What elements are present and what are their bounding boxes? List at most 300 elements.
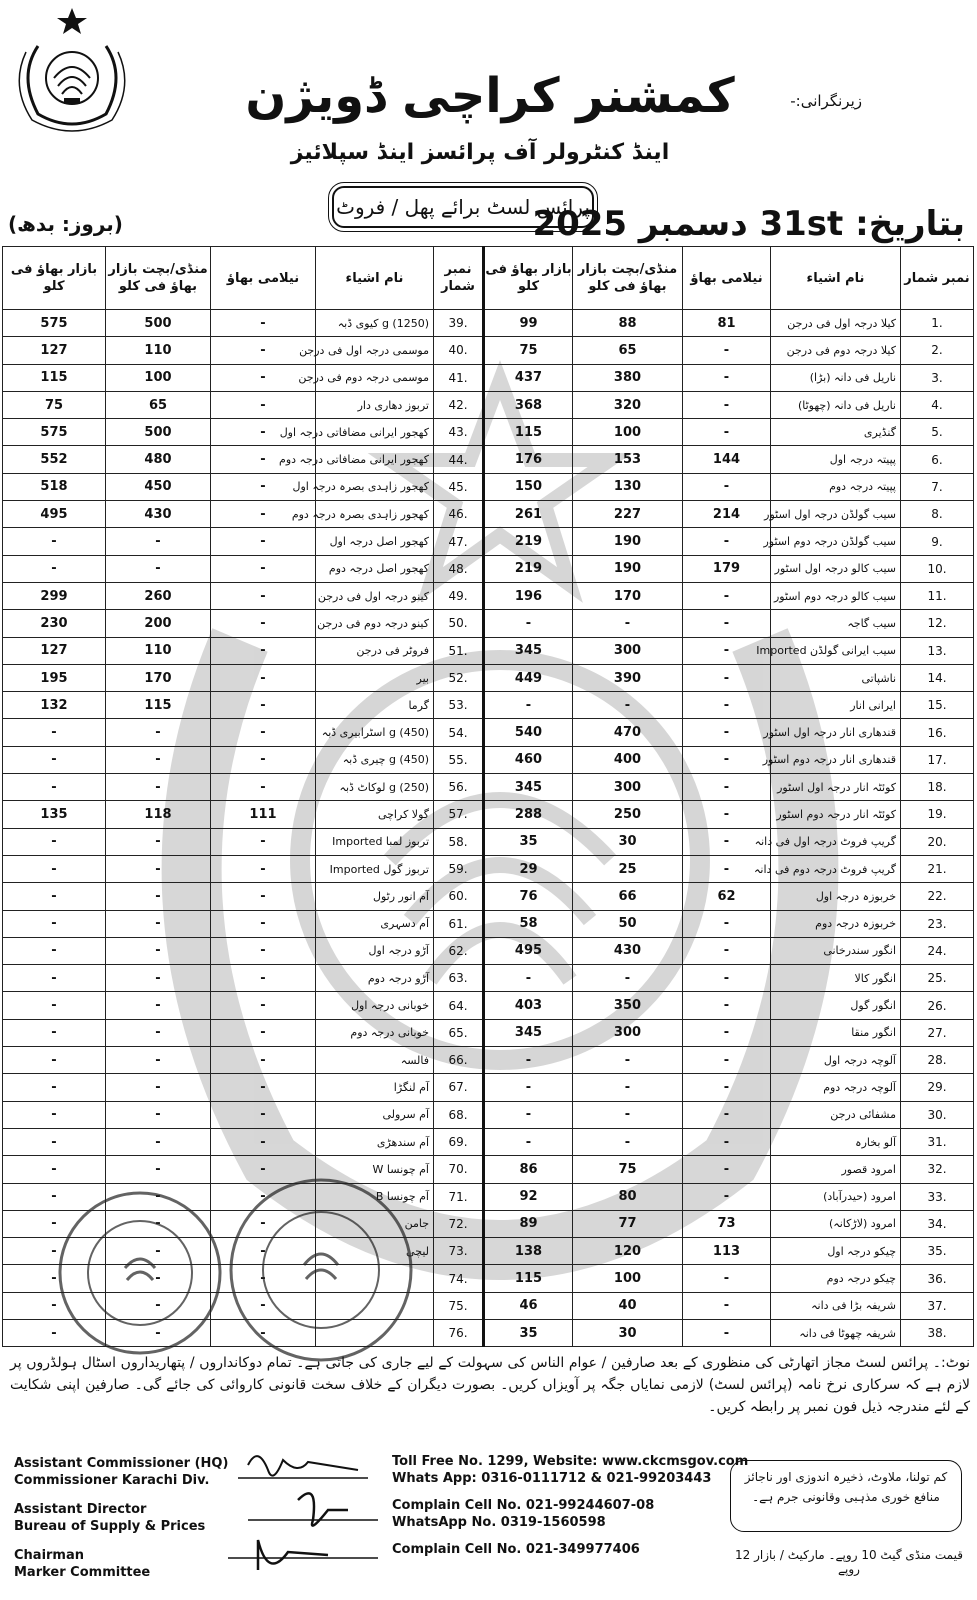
cell-bazar: - bbox=[3, 1292, 106, 1319]
cell-mandi: - bbox=[106, 528, 211, 555]
ac-hq-title: Assistant Commissioner (HQ) bbox=[14, 1456, 229, 1471]
cell-serial: 28. bbox=[901, 1047, 974, 1074]
cell-item-name: گرما bbox=[316, 692, 434, 719]
cell-mandi: 480 bbox=[106, 446, 211, 473]
col-auction-left: نیلامی بھاؤ bbox=[211, 247, 316, 310]
cell-serial: 14. bbox=[901, 664, 974, 691]
cell-bazar: - bbox=[3, 1156, 106, 1183]
page-title: کمشنر کراچی ڈویژن bbox=[245, 68, 735, 124]
cell-mandi: - bbox=[106, 1156, 211, 1183]
cell-serial: 66. bbox=[434, 1047, 484, 1074]
cell-item-name: چیکو درجہ اول bbox=[771, 1238, 901, 1265]
cell-bazar: - bbox=[484, 692, 573, 719]
cell-bazar: 495 bbox=[3, 501, 106, 528]
cell-item-name: ناشپاتی bbox=[771, 664, 901, 691]
cell-item-name: ایرانی انار bbox=[771, 692, 901, 719]
gate-price-note: قیمت منڈی گیٹ 10 روپے۔ مارکیٹ / بازار 12 روپے bbox=[735, 1548, 963, 1576]
cell-auction: - bbox=[211, 1128, 316, 1155]
table-row bbox=[3, 610, 974, 637]
cell-item-name: سیب گاجہ bbox=[771, 610, 901, 637]
cell-mandi: 80 bbox=[573, 1183, 683, 1210]
cell-bazar: - bbox=[3, 965, 106, 992]
cell-mandi: 470 bbox=[573, 719, 683, 746]
cell-mandi: - bbox=[106, 774, 211, 801]
cell-mandi: - bbox=[106, 910, 211, 937]
price-table bbox=[2, 246, 974, 1347]
complain-cell-1: Complain Cell No. 021-99244607-08 bbox=[392, 1498, 655, 1513]
cell-mandi: - bbox=[106, 719, 211, 746]
cell-bazar: 195 bbox=[3, 664, 106, 691]
cell-bazar: - bbox=[3, 774, 106, 801]
cell-mandi: - bbox=[573, 1047, 683, 1074]
col-mandi-left: منڈی/بچت بازار بھاؤ فی کلو bbox=[106, 247, 211, 310]
cell-mandi: 50 bbox=[573, 910, 683, 937]
cell-item-name: گریپ فروٹ درجہ اول فی دانہ bbox=[771, 828, 901, 855]
cell-bazar: 58 bbox=[484, 910, 573, 937]
cell-mandi: 190 bbox=[573, 555, 683, 582]
cell-auction: - bbox=[211, 828, 316, 855]
cell-auction: - bbox=[211, 855, 316, 882]
cell-mandi: 66 bbox=[573, 883, 683, 910]
cell-item-name: آم انور رٹول bbox=[316, 883, 434, 910]
cell-serial: 60. bbox=[434, 883, 484, 910]
col-sr-right: نمبر شمار bbox=[901, 247, 974, 310]
cell-auction: - bbox=[211, 664, 316, 691]
cell-serial: 29. bbox=[901, 1074, 974, 1101]
cell-item-name: سیب ایرانی گولڈن Imported bbox=[771, 637, 901, 664]
cell-auction: - bbox=[211, 965, 316, 992]
cell-serial: 56. bbox=[434, 774, 484, 801]
cell-auction: - bbox=[683, 364, 771, 391]
cell-mandi: - bbox=[573, 1128, 683, 1155]
cell-mandi: 300 bbox=[573, 774, 683, 801]
cell-bazar: 219 bbox=[484, 555, 573, 582]
cell-mandi: 100 bbox=[573, 1265, 683, 1292]
table-row bbox=[3, 501, 974, 528]
cell-auction: - bbox=[211, 391, 316, 418]
cell-serial: 25. bbox=[901, 965, 974, 992]
cell-mandi: - bbox=[106, 1292, 211, 1319]
toll-free-text: Toll Free No. 1299, Website: www.ckcmsgov.com bbox=[392, 1454, 749, 1469]
cell-auction: - bbox=[683, 337, 771, 364]
table-row bbox=[3, 801, 974, 828]
table-row bbox=[3, 664, 974, 691]
cell-item-name: g (250) لوکاٹ ڈبہ bbox=[316, 774, 434, 801]
cell-mandi: 227 bbox=[573, 501, 683, 528]
cell-auction: - bbox=[683, 1128, 771, 1155]
cell-auction: - bbox=[211, 1074, 316, 1101]
cell-auction: 113 bbox=[683, 1238, 771, 1265]
cell-serial: 52. bbox=[434, 664, 484, 691]
cell-bazar: 345 bbox=[484, 774, 573, 801]
cell-mandi: 25 bbox=[573, 855, 683, 882]
cell-auction: - bbox=[683, 1265, 771, 1292]
cell-serial: 65. bbox=[434, 1019, 484, 1046]
cell-auction: - bbox=[683, 473, 771, 500]
cell-serial: 30. bbox=[901, 1101, 974, 1128]
cell-auction: - bbox=[211, 310, 316, 337]
cell-auction: - bbox=[683, 1319, 771, 1346]
cell-item-name: انگور سندرخانی bbox=[771, 937, 901, 964]
cell-auction: - bbox=[683, 746, 771, 773]
cell-auction: - bbox=[683, 391, 771, 418]
cell-auction: - bbox=[683, 1047, 771, 1074]
cell-bazar: - bbox=[3, 855, 106, 882]
cell-item-name: خربوزہ درجہ اول bbox=[771, 883, 901, 910]
cell-serial: 70. bbox=[434, 1156, 484, 1183]
cell-item-name: آلو بخارہ bbox=[771, 1128, 901, 1155]
cell-mandi: - bbox=[106, 555, 211, 582]
cell-serial: 49. bbox=[434, 582, 484, 609]
col-sr-left: نمبر شمار bbox=[434, 247, 484, 310]
table-row bbox=[3, 1101, 974, 1128]
cell-serial: 44. bbox=[434, 446, 484, 473]
cell-auction: - bbox=[683, 855, 771, 882]
cell-auction: 81 bbox=[683, 310, 771, 337]
cell-auction: - bbox=[211, 883, 316, 910]
cell-auction: - bbox=[683, 582, 771, 609]
cell-bazar: 575 bbox=[3, 310, 106, 337]
cell-serial: 76. bbox=[434, 1319, 484, 1346]
cell-serial: 57. bbox=[434, 801, 484, 828]
table-row bbox=[3, 719, 974, 746]
cell-serial: 42. bbox=[434, 391, 484, 418]
ac-division-title: Commissioner Karachi Div. bbox=[14, 1473, 210, 1488]
cell-mandi: 200 bbox=[106, 610, 211, 637]
table-row bbox=[3, 937, 974, 964]
cell-item-name: آلوچہ درجہ اول bbox=[771, 1047, 901, 1074]
contact-block bbox=[392, 1453, 748, 1558]
cell-bazar: 35 bbox=[484, 828, 573, 855]
cell-mandi: 30 bbox=[573, 828, 683, 855]
cell-bazar: 115 bbox=[484, 1265, 573, 1292]
cell-mandi: - bbox=[106, 1210, 211, 1237]
cell-item-name: خوبانی درجہ دوم bbox=[316, 1019, 434, 1046]
cell-serial: 35. bbox=[901, 1238, 974, 1265]
bureau-title: Bureau of Supply & Prices bbox=[14, 1519, 206, 1534]
cell-serial: 20. bbox=[901, 828, 974, 855]
cell-mandi: 65 bbox=[573, 337, 683, 364]
cell-item-name: آڑو درجہ اول bbox=[316, 937, 434, 964]
cell-item-name: کھجور زاہدی بصرہ درجہ دوم bbox=[316, 501, 434, 528]
cell-mandi: 100 bbox=[573, 419, 683, 446]
cell-item-name: جامن bbox=[316, 1210, 434, 1237]
cell-auction: - bbox=[683, 1292, 771, 1319]
cell-auction: - bbox=[211, 992, 316, 1019]
cell-item-name: کوئٹہ انار درجہ دوم اسٹور bbox=[771, 801, 901, 828]
cell-auction: - bbox=[211, 555, 316, 582]
col-bazar-left: بازار بھاؤ فی کلو bbox=[3, 247, 106, 310]
cell-bazar: - bbox=[3, 937, 106, 964]
cell-serial: 50. bbox=[434, 610, 484, 637]
assistant-commissioner-stamp bbox=[55, 1188, 225, 1358]
cell-auction: - bbox=[211, 1019, 316, 1046]
cell-bazar: - bbox=[3, 1210, 106, 1237]
cell-serial: 37. bbox=[901, 1292, 974, 1319]
table-row bbox=[3, 446, 974, 473]
cell-serial: 48. bbox=[434, 555, 484, 582]
cell-bazar: 437 bbox=[484, 364, 573, 391]
cell-item-name: کینو درجہ اول فی درجن bbox=[316, 582, 434, 609]
cell-item-name: سیب گولڈن درجہ اول اسٹور bbox=[771, 501, 901, 528]
cell-auction: - bbox=[683, 1156, 771, 1183]
cell-item-name: کھجور اصل درجہ اول bbox=[316, 528, 434, 555]
cell-serial: 1. bbox=[901, 310, 974, 337]
cell-mandi: - bbox=[106, 828, 211, 855]
cell-item-name: گنڈیری bbox=[771, 419, 901, 446]
cell-mandi: 430 bbox=[106, 501, 211, 528]
cell-serial: 72. bbox=[434, 1210, 484, 1237]
cell-auction: - bbox=[211, 692, 316, 719]
cell-serial: 2. bbox=[901, 337, 974, 364]
cell-auction: - bbox=[211, 1319, 316, 1346]
cell-item-name: امرود (حیدرآباد) bbox=[771, 1183, 901, 1210]
table-row bbox=[3, 1156, 974, 1183]
cell-bazar: 540 bbox=[484, 719, 573, 746]
cell-bazar: - bbox=[484, 1101, 573, 1128]
cell-auction: - bbox=[211, 473, 316, 500]
cell-bazar: - bbox=[3, 828, 106, 855]
cell-serial: 53. bbox=[434, 692, 484, 719]
cell-auction: 214 bbox=[683, 501, 771, 528]
cell-bazar: 460 bbox=[484, 746, 573, 773]
cell-mandi: 450 bbox=[106, 473, 211, 500]
cell-mandi: 190 bbox=[573, 528, 683, 555]
cell-mandi: - bbox=[106, 1128, 211, 1155]
cell-serial: 68. bbox=[434, 1101, 484, 1128]
cell-serial: 39. bbox=[434, 310, 484, 337]
cell-serial: 22. bbox=[901, 883, 974, 910]
cell-bazar: 92 bbox=[484, 1183, 573, 1210]
cell-bazar: - bbox=[484, 610, 573, 637]
day-label: (بروز: بدھ) bbox=[8, 212, 123, 236]
col-name-right: نام اشیاء bbox=[771, 247, 901, 310]
col-name-left: نام اشیاء bbox=[316, 247, 434, 310]
cell-item-name: کینو درجہ دوم فی درجن bbox=[316, 610, 434, 637]
market-committee-title: Marker Committee bbox=[14, 1565, 151, 1580]
table-row bbox=[3, 992, 974, 1019]
cell-mandi: - bbox=[106, 1238, 211, 1265]
whatsapp-2-text: WhatsApp No. 0319-1560598 bbox=[392, 1515, 606, 1530]
cell-serial: 46. bbox=[434, 501, 484, 528]
table-row bbox=[3, 391, 974, 418]
cell-bazar: 150 bbox=[484, 473, 573, 500]
cell-auction: 73 bbox=[683, 1210, 771, 1237]
cell-mandi: - bbox=[106, 1319, 211, 1346]
table-row bbox=[3, 582, 974, 609]
cell-bazar: 115 bbox=[3, 364, 106, 391]
table-row bbox=[3, 1128, 974, 1155]
cell-serial: 40. bbox=[434, 337, 484, 364]
cell-mandi: 300 bbox=[573, 1019, 683, 1046]
cell-auction: 144 bbox=[683, 446, 771, 473]
cell-auction: - bbox=[683, 719, 771, 746]
cell-bazar: 230 bbox=[3, 610, 106, 637]
cell-item-name: خربوزہ درجہ دوم bbox=[771, 910, 901, 937]
cell-serial: 62. bbox=[434, 937, 484, 964]
cell-bazar: 345 bbox=[484, 637, 573, 664]
cell-serial: 67. bbox=[434, 1074, 484, 1101]
cell-item-name: سیب کالو درجہ دوم اسٹور bbox=[771, 582, 901, 609]
cell-mandi: 110 bbox=[106, 337, 211, 364]
cell-auction: - bbox=[683, 1019, 771, 1046]
cell-serial: 33. bbox=[901, 1183, 974, 1210]
cell-mandi: 500 bbox=[106, 419, 211, 446]
cell-auction: - bbox=[211, 528, 316, 555]
cell-item-name: آم سرولی bbox=[316, 1101, 434, 1128]
cell-serial: 4. bbox=[901, 391, 974, 418]
cell-auction: - bbox=[211, 610, 316, 637]
cell-item-name: آڑو درجہ دوم bbox=[316, 965, 434, 992]
table-row bbox=[3, 855, 974, 882]
cell-auction: - bbox=[211, 337, 316, 364]
cell-auction: - bbox=[683, 828, 771, 855]
cell-auction: - bbox=[211, 582, 316, 609]
cell-serial: 36. bbox=[901, 1265, 974, 1292]
cell-item-name: بیر bbox=[316, 664, 434, 691]
cell-item-name: آلوچہ درجہ دوم bbox=[771, 1074, 901, 1101]
cell-mandi: 75 bbox=[573, 1156, 683, 1183]
supervision-label: زیرنگرانی:- bbox=[790, 92, 862, 110]
cell-serial: 63. bbox=[434, 965, 484, 992]
cell-bazar: 176 bbox=[484, 446, 573, 473]
cell-auction: - bbox=[211, 1210, 316, 1237]
cell-bazar: 138 bbox=[484, 1238, 573, 1265]
cell-bazar: - bbox=[3, 555, 106, 582]
cell-mandi: - bbox=[573, 1074, 683, 1101]
cell-auction: - bbox=[211, 1292, 316, 1319]
cell-serial: 27. bbox=[901, 1019, 974, 1046]
cell-bazar: - bbox=[3, 1238, 106, 1265]
cell-serial: 8. bbox=[901, 501, 974, 528]
cell-mandi: - bbox=[573, 1101, 683, 1128]
table-row bbox=[3, 337, 974, 364]
cell-mandi: 100 bbox=[106, 364, 211, 391]
cell-item-name: گریپ فروٹ درجہ دوم فی دانہ bbox=[771, 855, 901, 882]
cell-auction: - bbox=[211, 746, 316, 773]
cell-item-name: لیچی bbox=[316, 1238, 434, 1265]
cell-serial: 45. bbox=[434, 473, 484, 500]
cell-bazar: - bbox=[3, 528, 106, 555]
table-row bbox=[3, 965, 974, 992]
cell-item-name: آم چونسا B bbox=[316, 1183, 434, 1210]
cell-item-name: کھجور ایرانی مضافاتی درجہ اول bbox=[316, 419, 434, 446]
cell-item-name: آم سندھڑی bbox=[316, 1128, 434, 1155]
table-row bbox=[3, 555, 974, 582]
cell-mandi: 118 bbox=[106, 801, 211, 828]
cell-auction: - bbox=[211, 1265, 316, 1292]
cell-mandi: 400 bbox=[573, 746, 683, 773]
cell-auction: 62 bbox=[683, 883, 771, 910]
cell-item-name: پپیتہ درجہ دوم bbox=[771, 473, 901, 500]
cell-serial: 7. bbox=[901, 473, 974, 500]
cell-serial: 34. bbox=[901, 1210, 974, 1237]
cell-bazar: 219 bbox=[484, 528, 573, 555]
cell-mandi: 430 bbox=[573, 937, 683, 964]
cell-serial: 24. bbox=[901, 937, 974, 964]
table-row bbox=[3, 419, 974, 446]
cell-bazar: 196 bbox=[484, 582, 573, 609]
cell-bazar: 86 bbox=[484, 1156, 573, 1183]
cell-auction: - bbox=[211, 719, 316, 746]
cell-mandi: 65 bbox=[106, 391, 211, 418]
cell-auction: - bbox=[683, 1101, 771, 1128]
cell-serial: 41. bbox=[434, 364, 484, 391]
cell-bazar: 552 bbox=[3, 446, 106, 473]
cell-serial: 73. bbox=[434, 1238, 484, 1265]
col-bazar-right: بازار بھاؤ فی کلو bbox=[484, 247, 573, 310]
cell-serial: 19. bbox=[901, 801, 974, 828]
cell-bazar: 449 bbox=[484, 664, 573, 691]
cell-item-name: فروٹر فی درجن bbox=[316, 637, 434, 664]
cell-auction: - bbox=[211, 637, 316, 664]
cell-bazar: 518 bbox=[3, 473, 106, 500]
cell-item-name: آم لنگڑا bbox=[316, 1074, 434, 1101]
cell-auction: - bbox=[211, 1101, 316, 1128]
cell-mandi: 88 bbox=[573, 310, 683, 337]
cell-mandi: 350 bbox=[573, 992, 683, 1019]
cell-bazar: - bbox=[3, 992, 106, 1019]
cell-mandi: 260 bbox=[106, 582, 211, 609]
cell-serial: 61. bbox=[434, 910, 484, 937]
cell-serial: 43. bbox=[434, 419, 484, 446]
cell-item-name: امرود (لاڑکانہ) bbox=[771, 1210, 901, 1237]
cell-auction: - bbox=[683, 419, 771, 446]
complain-cell-2: Complain Cell No. 021-349977406 bbox=[392, 1542, 640, 1557]
cell-auction: - bbox=[683, 1183, 771, 1210]
cell-item-name: آم چونسا W bbox=[316, 1156, 434, 1183]
cell-item-name: خوبانی درجہ اول bbox=[316, 992, 434, 1019]
table-row bbox=[3, 774, 974, 801]
cell-auction: - bbox=[211, 1238, 316, 1265]
cell-bazar: 403 bbox=[484, 992, 573, 1019]
cell-mandi: - bbox=[106, 965, 211, 992]
cell-bazar: 345 bbox=[484, 1019, 573, 1046]
cell-item-name: قندھاری انار درجہ اول اسٹور bbox=[771, 719, 901, 746]
cell-mandi: 250 bbox=[573, 801, 683, 828]
cell-serial: 47. bbox=[434, 528, 484, 555]
cell-bazar: 75 bbox=[3, 391, 106, 418]
cell-mandi: - bbox=[106, 1265, 211, 1292]
cell-bazar: 89 bbox=[484, 1210, 573, 1237]
cell-serial: 54. bbox=[434, 719, 484, 746]
table-row bbox=[3, 692, 974, 719]
cell-bazar: 261 bbox=[484, 501, 573, 528]
cell-serial: 58. bbox=[434, 828, 484, 855]
cell-serial: 23. bbox=[901, 910, 974, 937]
cell-auction: - bbox=[683, 801, 771, 828]
cell-auction: - bbox=[683, 610, 771, 637]
cell-bazar: - bbox=[3, 1019, 106, 1046]
cell-bazar: 99 bbox=[484, 310, 573, 337]
cell-item-name: شریفہ چھوٹا فی دانہ bbox=[771, 1319, 901, 1346]
cell-auction: - bbox=[683, 528, 771, 555]
cell-item-name: گولا کراچی bbox=[316, 801, 434, 828]
cell-item-name: تربوز لمبا Imported bbox=[316, 828, 434, 855]
sindh-government-emblem bbox=[8, 6, 136, 136]
cell-auction: - bbox=[211, 364, 316, 391]
table-row bbox=[3, 883, 974, 910]
cell-bazar: 368 bbox=[484, 391, 573, 418]
cell-item-name: تربوز دھاری دار bbox=[316, 391, 434, 418]
cell-auction: - bbox=[683, 774, 771, 801]
cell-item-name: موسمی درجہ دوم فی درجن bbox=[316, 364, 434, 391]
cell-bazar: 115 bbox=[484, 419, 573, 446]
cell-mandi: 120 bbox=[573, 1238, 683, 1265]
table-row bbox=[3, 528, 974, 555]
cell-serial: 5. bbox=[901, 419, 974, 446]
cell-item-name: کھجور ایرانی مضافاتی درجہ دوم bbox=[316, 446, 434, 473]
